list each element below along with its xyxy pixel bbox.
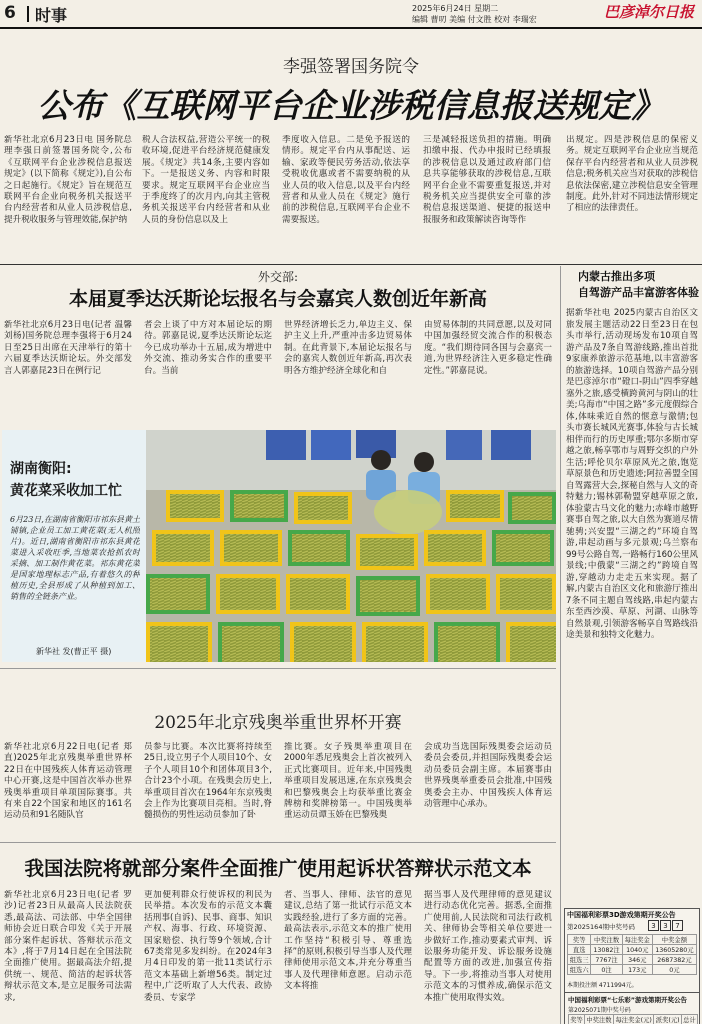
article1-col4: 三是减轻报送负担的措施。明确扣缴申报、代办申报时已经填报的涉税信息以及通过政府部门信息共享能够获取的涉税信息,互联网平台企业不需要重复报送,并对税务机关应当提供安全可靠的涉税信息报送渠道、便捷的报送申报服务和政策解读咨询等作 — [423, 135, 551, 225]
table-header: 中奖注数 — [591, 935, 622, 945]
article3-col2: 员参与比赛。本次比赛将持续至25日,设立男子个人项目10个、女子个人项目10个和团体项目3个,合计23个小项。在残奥会历史上,举重项目首次在1964年东京残奥会上作为比赛项目亮相。当时,脊髓损伤的男性运动员参加了卧 — [144, 742, 272, 821]
lottery-qlc-title: 中国福利彩票“七乐彩”游戏第期开奖公告 — [568, 996, 688, 1004]
table-header: 每注奖金(元) — [613, 1015, 653, 1024]
table-cell: 1040元 — [622, 945, 652, 955]
lottery-3d-title: 中国福利彩票3D游戏第期开奖公告 — [567, 911, 676, 919]
article3-col4: 会成功当选国际残奥委会运动员委员会委员,并担国际残奥委会运动员委员会副主席。本届赛事由世界残奥举重委员会批准,中国残奥委会主办、中国残疾人体育运动管理中心承办。 — [424, 742, 552, 810]
table-cell: 组选三 — [568, 955, 591, 965]
photo-headline-line2: 黄花菜采收加工忙 — [10, 483, 122, 499]
table-cell: 2687382元 — [652, 955, 696, 965]
lottery-3d-table — [567, 934, 697, 975]
table-header: 中奖注数 — [585, 1015, 614, 1024]
table-header: 奖等 — [569, 1015, 585, 1024]
article2-title: 本届夏季达沃斯论坛报名与会嘉宾人数创近年新高 — [68, 288, 487, 310]
table-cell: 173元 — [622, 965, 652, 975]
table-cell: 13605280元 — [652, 945, 696, 955]
article2-col1: 新华社北京6月23日电(记者 温馨 刘杨)国务院总理李强将于6月24日至25日出席在天津举行的第十六届夏季达沃斯论坛。外交部发言人郭嘉昆23日在例行记 — [4, 320, 132, 376]
article3-rule — [0, 668, 556, 669]
table-row — [568, 945, 697, 955]
table-header: 奖等 — [568, 935, 591, 945]
article2-col2: 者会上谈了中方对本届论坛的期待。郭嘉昆说,夏季达沃斯论坛迄今已成功举办十五届,成为増进中外交流、推动务实合作的重要平台。当前 — [144, 320, 272, 376]
masthead-rule — [0, 27, 702, 29]
section-divider — [27, 6, 29, 22]
table-header: 总计 — [681, 1015, 697, 1024]
table-row — [568, 935, 697, 945]
lottery-3d-number: 3 — [648, 920, 659, 931]
article4-col2: 更加便利群众行使诉权的利民为民举措。本次发布的示范文本囊括刑事(自诉)、民事、商事、知识产权、海事、行政、环境资源、国家赔偿、执行等9个领域,合计67类常见多发纠纷。在2024年3月4日印发的第一批11类试行示范文本基础上新增56类。制定过程中,广泛听取了人大代表、政协委员、专家学 — [144, 890, 272, 1003]
sidebar-body: 据新华社电 2025内蒙古自治区文旅发展主题活动22日至23日在包头市举行,活动现场发布10项自驾游产品及7条自驾游线路,推出首批9家康养旅游示范基地,以丰富游客的旅游选择。10项自驾游产品分别是巴彦淖尔市“磴口-阴山”四季穿越塞外之旅,感受横跨黄河与阴山的壮美;乌海市“中国之路”多元度假综合体,体味乘近自然的惬意与激情;包头市赛长城风光赛事,体验与古长城相伴而行的历史厚重;鄂尔多斯市穿越之旅,畅享鄂市与周野交织的户外生活;呼伦贝尔草原风光之旅,饱览草原景色和历史遗迹;阿拉善盟全国自驾露营大会,探秘自然与人文的奇特魅力;锡林郭勒盟穿越草原之旅,体验蒙古马文化的魅力;赤峰市越野赛事自驾之旅,以大自然为赛道尽情驰骋;兴安盟“三湖之约”环境自驾游,串起动画与多元景观;乌兰察布99号公路自驾,一路畅行160公里风景线;中俄蒙“三湖之约”跨境自驾游,穿越动力走走五来实现。据了解,内蒙古自治区文化和旅游厅推出7条不同主题自驾线路,串起内蒙古东至西沙漠、草原、河湖、山脉等自然景观,引领游客畅享自驾路线沿途美景和独特文化魅力。 — [566, 308, 698, 640]
table-cell: 7767注 — [591, 955, 622, 965]
table-header: 派奖(元) — [654, 1015, 682, 1024]
article4-col1: 新华社北京6月23日电(记者 罗沙)记者23日从最高人民法院获悉,最高法、司法部、中华全国律师协会近日联合印发《关于开展部分案件起诉状、答辩状示范文本》,将于7月14日起在全国法院全面推广使用。据最高法介绍,提供统一、规范、简洁的起诉状答辩状示范文本,是立足服务司法需求, — [4, 890, 132, 1003]
article2-col3: 世界经济増长乏力,单边主义、保护主义上升,严重冲击多边贸易体制。在此背景下,本届论坛报名与会的嘉宾人数创近年新高,再次表明各方维护经济全球化和自 — [284, 320, 412, 376]
lottery-qlc-box — [564, 992, 700, 1024]
table-row — [568, 965, 697, 975]
editor-credits: 编辑 曹叨 美编 付文胜 校对 李瑞宏 — [412, 15, 537, 24]
article4-col3: 者、当事人、律师、法官的意见建议,总结了第一批试行示范文本实践经验,进行了多方面的完善。最高法表示,示范文本的推广使用工作坚持“积极引导、尊重选择”的原则,积极引导当事人及代理律师使用示范文本,并充分尊重当事人及代理律师意愿。启动示范文本将推 — [284, 890, 412, 992]
photo-caption: 6月23日,在湖南省衡阳市祁东县黄土铺镇,企业员工加工黄花菜(无人机照片)。近日,湖南省衡阳市祁东县黄花菜进入采收旺季,当地菜农抢抓农时采摘、加工制作黄花菜。祁东黄花菜是国家地理标志产品,有着悠久的种植历史,全县形成了从种植到加工、销售的全链条产业。 — [10, 515, 140, 601]
table-cell: 0注 — [591, 965, 622, 975]
article4-title: 我国法院将就部分案件全面推广使用起诉状答辩状示范文本 — [24, 857, 532, 880]
section-title: 时事 — [35, 6, 68, 25]
article3-col1: 新华社北京6月22日电(记者 郑直)2025年北京残奥举重世界杯22日在中国残疾人体育运动管理中心开赛,这是中国首次举办世界残奥举重项目单项国际赛事。共有来自22个国家和地区的161名运动员和91名随队官 — [4, 742, 132, 821]
sidebar-headline-line2: 自驾游产品丰富游客体验 — [578, 286, 699, 299]
lottery-3d-issue: 第2025164期中奖号码 — [567, 923, 635, 931]
photo-credit: 新华社 发(曹正平 摄) — [36, 647, 112, 656]
table-row — [569, 1015, 698, 1024]
lottery-3d-footer: 本期投注额 4711994元。 — [567, 982, 638, 989]
table-row — [568, 955, 697, 965]
news-photo-yellow-daylilies — [146, 430, 556, 662]
lottery-qlc-issue: 第2025071期中奖号码 — [568, 1007, 631, 1014]
article4-col4: 据当事人及代理律师的意见建议进行动态优化完善。据悉,全面推广使用前,人民法院和司法行政机关、律师协会等相关单位要进一步做好工作,推动要素式审判、诉讼服务功能开发、诉讼服务设施配置等方面的改进,加强宣传指导。下一步,将推动当事人对使用示范文本的习惯养成,确保示范文本推广使用取得实效。 — [424, 890, 552, 1003]
article1-col1: 新华社北京6月23日电 国务院总理李强日前签署国务院令,公布《互联网平台企业涉税信息报送规定》(以下简称《规定》),自公布之日起施行。《规定》旨在规范互联网平台企业向税务机关报送平台内经营者和从业人员涉税信息,提升税收服务与管理效能,保护纳 — [4, 135, 132, 225]
page-number: 6 — [4, 3, 16, 23]
article1-title: 公布《互联网平台企业涉税信息报送规定》 — [37, 86, 665, 125]
table-cell: 346元 — [622, 955, 652, 965]
sidebar-headline-line1: 内蒙古推出多项 — [578, 270, 655, 283]
lottery-3d-numbers — [648, 920, 683, 931]
table-cell: 组选六 — [568, 965, 591, 975]
table-header: 中奖金额 — [652, 935, 696, 945]
article4-rule — [0, 842, 556, 843]
newspaper-logo: 巴彦淖尔日报 — [604, 3, 695, 21]
issue-date: 2025年6月24日 星期二 — [412, 4, 499, 13]
article1-col3: 季度收入信息。二是免予报送的情形。规定平台内从事配送、运输、家政等便民劳务活动,依法享受税收优惠或者不需要纳税的从业人员的收入信息,以及平台内经营者和从业人员在《规定》施行前的涉税信息,互联网平台企业不需要报送。 — [282, 135, 410, 225]
article1-col5: 出规定。四是涉税信息的保密义务。规定互联网平台企业应当规范保存平台内经营者和从业人员涉税信息;税务机关应当对获取的涉税信息依法保密,建立涉税信息安全管理制度。此外,针对不同违法情形规定了相应的法律责任。 — [566, 135, 698, 214]
lottery-3d-number: 7 — [672, 920, 683, 931]
photo-headline-line1: 湖南衡阳: — [10, 461, 72, 477]
lottery-3d-number: 3 — [660, 920, 671, 931]
table-cell: 0元 — [652, 965, 696, 975]
article1-kicker: 李强签署国务院令 — [283, 57, 419, 77]
sidebar-divider — [560, 266, 561, 1024]
article1-col2: 税人合法权益,营造公平统一的税收环境,促进平台经济规范健康发展。《规定》共14条,主要内容如下。一是报送义务、内容和时限要求。规定互联网平台企业应当于季度终了的次月内,向其主管税务机关报送平台内经营者和从业人员的身份信息以及上 — [142, 135, 270, 225]
article2-kicker: 外交部: — [257, 270, 299, 284]
article3-title: 2025年北京残奥举重世界杯开赛 — [154, 713, 402, 733]
article3-col3: 推比赛。女子残奥举重项目在2000年悉尼残奥会上首次被列入正式比赛项目。近年来,中国残奥举重项目发展迅速,在东京残奥会和巴黎残奥会上均获举重比赛金牌榜和奖牌榜第一。中国残奥举重运动员谭玉娇在巴黎残奥 — [284, 742, 412, 821]
table-header: 每注奖金 — [622, 935, 652, 945]
lottery-qlc-table — [568, 1014, 698, 1024]
table-cell: 13082注 — [591, 945, 622, 955]
article2-col4: 由贸易体制的共同意愿,以及对同中国加强经贸交流合作的积极态度。“我们期待同各国与会嘉宾一道,为世界经济注入更多稳定性确定性。”郭嘉昆说。 — [424, 320, 552, 376]
article1-rule — [0, 264, 702, 265]
table-cell: 直选 — [568, 945, 591, 955]
